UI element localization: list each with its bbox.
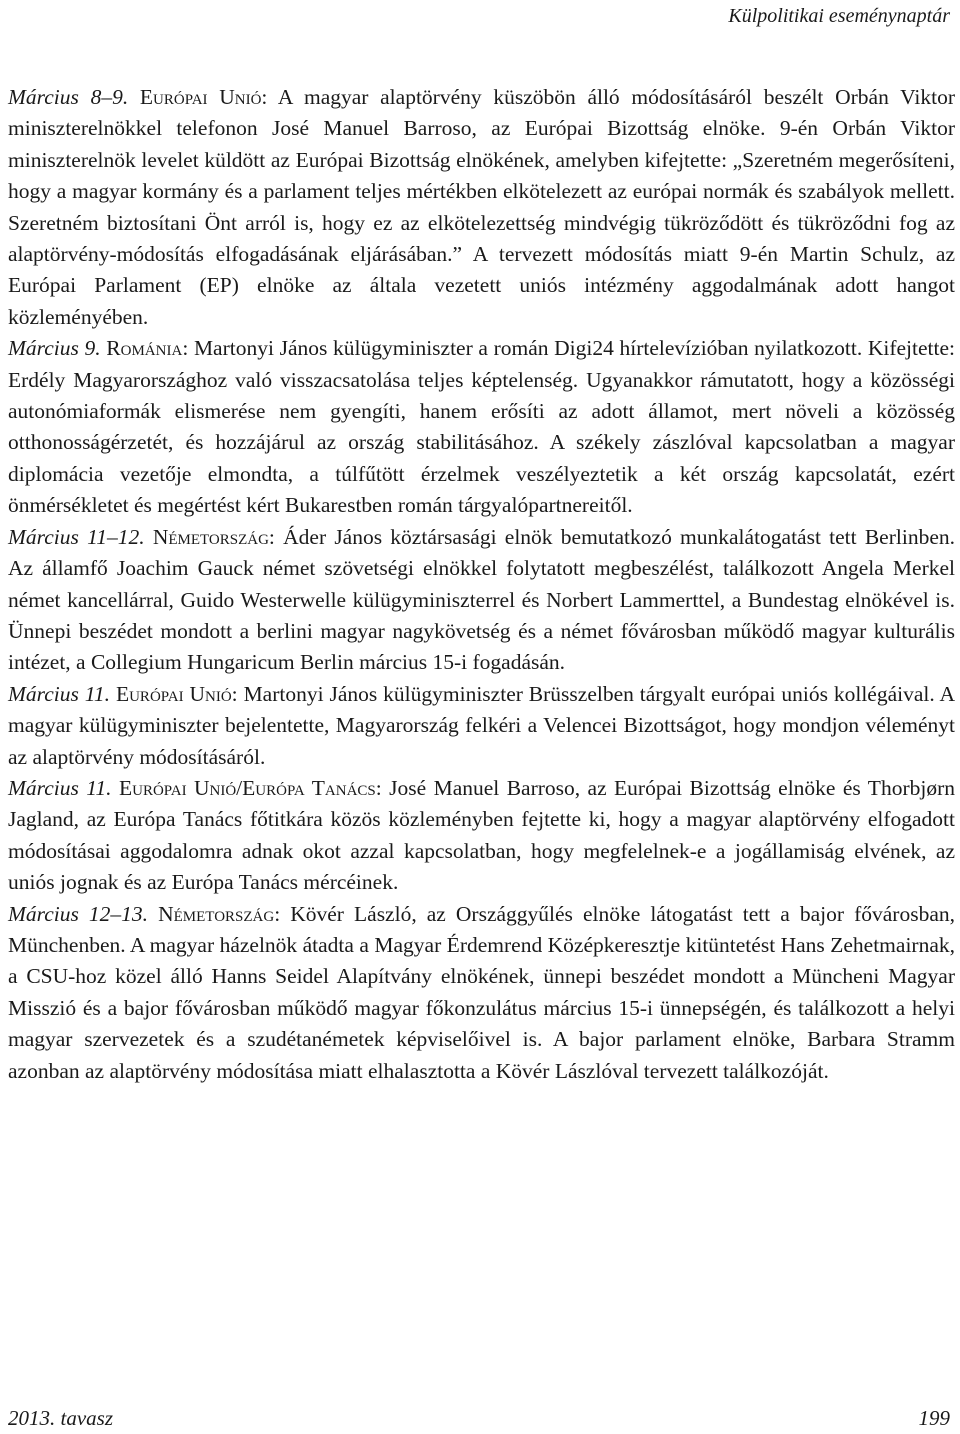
entry-text: Áder János köztársasági elnök bemutatkozó munkalátogatást tett Berlinben. Az államfő Joachim Gauck német szövetségi elnökkel folytatott megbeszélést, találkozott Angela Merkel német kancellárral, Guido Westerwelle külügyminiszterrel és Norbert Lammerttel, a Bundestag elnökével is. Ünnepi beszédet mondott a berlini magyar nagykövetség és a német fővárosban működő magyar kulturális intézet, a Collegium Hungaricum Berlin március 15-i fogadásán. [8,524,955,675]
entry-country: Németország [158,901,275,926]
entry: Március 11–12. Németország: Áder János köztársasági elnök bemutatkozó munkalátogatást tett Berlinben. Az államfő Joachim Gauck német szövetségi elnökkel folytatott megbeszélést, találkozott Angela Merkel német kancellárral, Guido Westerwelle külügyminiszterrel és Norbert Lammerttel, a Bundestag elnökével is. Ünnepi beszédet mondott a berlini magyar nagykövetség és a német fővárosban működő magyar kulturális intézet, a Collegium Hungaricum Berlin március 15-i fogadásán. [8,524,955,675]
entry-text: José Manuel Barroso, az Európai Bizottság elnöke és Thorbjørn Jagland, az Európa Tanács főtitkára közös közleményben fejtette ki, hogy a magyar alaptörvény elfogadott módosításai aggodalomra adnak okot azzal kapcsolatban, hogy megfelelnek-e a jogállamiság elvének, az uniós jognak és az Európa Tanács mércéinek. [8,775,955,895]
entry: Március 11. Európai Unió: Martonyi János külügyminiszter Brüsszelben tárgyalt európai uniós kollégáival. A magyar külügyminiszter bejelentette, Magyarország felkéri a Velencei Bizottságot, hogy mondjon véleményt az alaptörvény módosításáról. [8,681,955,769]
entry-country: Európai Unió/Európa Tanács [118,775,376,800]
entry-text: Martonyi János külügyminiszter Brüsszelben tárgyalt európai uniós kollégáival. A magyar külügyminiszter bejelentette, Magyarország felkéri a Velencei Bizottságot, hogy mondjon véleményt az alaptörvény módosításáról. [8,681,955,769]
entry-text: Kövér László, az Országgyűlés elnöke látogatást tett a bajor fővárosban, Münchenben. A magyar házelnök átadta a Magyar Érdemrend Középkeresztje kitüntetést Hans Zehetmairnak, a CSU-hoz közel álló Hanns Seidel Alapítvány elnökének, ünnepi beszédet mondott a Müncheni Magyar Misszió és a bajor fővárosban működő magyar főkonzulátus március 15-i ünnepségén, és találkozott a helyi magyar szervezetek és a szudétanémetek képviselőivel is. A bajor parlament elnöke, Barbara Stramm azonban az alaptörvény módosítása miatt elhalasztotta a Kövér Lászlóval tervezett találkozóját. [8,901,955,1083]
entry-date: Március 11. [8,775,112,800]
entry: Március 9. Románia: Martonyi János külügyminiszter a román Digi24 hírtelevízióban nyilatkozott. Kifejtette: Erdély Magyarországhoz való visszacsatolása teljes képtelenség. Ugyanakkor rámutatott, hogy a közösségi autonómiaformák elismerése nem gyengíti, hanem erősíti az adott államot, mert növeli a közösség otthonosságérzetét, és hozzájárul az ország stabilitásához. A székely zászlóval kapcsolatban a magyar diplomácia vezetője elmondta, a túlfűtött érzelmek veszélyeztetik a két ország kapcsolatát, ezért önmérsékletet és megértést kért Bukarestben román tárgyalópartnereitől. [8,336,955,518]
entry-text: Martonyi János külügyminiszter a román Digi24 hírtelevízióban nyilatkozott. Kifejtette: Erdély Magyarországhoz való visszacsatolása teljes képtelenség. Ugyanakkor rámutatott, hogy a közösségi autonómiaformák elismerése nem gyengíti, hanem erősíti az adott államot, mert növeli a közösség otthonosságérzetét, és hozzájárul az ország stabilitásához. A székely zászlóval kapcsolatban a magyar diplomácia vezetője elmondta, a túlfűtött érzelmek veszélyeztetik a két ország kapcsolatát, ezért önmérsékletet és megértést kért Bukarestben román tárgyalópartnereitől. [8,336,955,518]
entry-date: Március 9. [8,336,101,361]
calendar-entries [8,82,955,1087]
entry: Március 12–13. Németország: Kövér László, az Országgyűlés elnöke látogatást tett a bajor fővárosban, Münchenben. A magyar házelnök átadta a Magyar Érdemrend Középkeresztje kitüntetést Hans Zehetmairnak, a CSU-hoz közel álló Hanns Seidel Alapítvány elnökének, ünnepi beszédet mondott a Müncheni Magyar Misszió és a bajor fővárosban működő magyar főkonzulátus március 15-i ünnepségén, és találkozott a helyi magyar szervezetek és a szudétanémetek képviselőivel is. A bajor parlament elnöke, Barbara Stramm azonban az alaptörvény módosítása miatt elhalasztotta a Kövér Lászlóval tervezett találkozóját. [8,901,955,1083]
entry-country: Németország [152,524,269,549]
running-head: Külpolitikai eseménynaptár [728,5,950,27]
footer-issue: 2013. tavasz [8,1406,113,1430]
entry: Március 8–9. Európai Unió: A magyar alaptörvény küszöbön álló módosításáról beszélt Orbán Viktor miniszterelnökkel telefonon José Manuel Barroso, az Európai Bizottság elnöke. 9-én Orbán Viktor miniszterelnök levelet küldött az Európai Bizottság elnökének, amelyben kifejtette: „Szeretném megerősíteni, hogy a magyar kormány és a parlament teljes mértékben elkötelezett az európai normák és szabályok mellett. Szeretném biztosítani Önt arról is, hogy ez az elkötelezettség mindvégig tükröződött és tükröződni fog az alaptörvény-módosítás elfogadásának eljárásában.” A tervezett módosítás miatt 9-én Martin Schulz, az Európai Parlament (EP) elnöke az általa vezetett uniós intézmény aggodalmának adott hangot közleményében. [8,85,955,329]
entry-text: A magyar alaptörvény küszöbön álló módosításáról beszélt Orbán Viktor miniszterelnökkel telefonon José Manuel Barroso, az Európai Bizottság elnöke. 9-én Orbán Viktor miniszterelnök levelet küldött az Európai Bizottság elnökének, amelyben kifejtette: „Szeretném megerősíteni, hogy a magyar kormány és a parlament teljes mértékben elkötelezett az európai normák és szabályok mellett. Szeretném biztosítani Önt arról is, hogy ez az elkötelezettség mindvégig tükröződött és tükröződni fog az alaptörvény-módosítás elfogadásának eljárásában.” A tervezett módosítás miatt 9-én Martin Schulz, az Európai Parlament (EP) elnöke az általa vezetett uniós intézmény aggodalmának adott hangot közleményében. [8,85,955,329]
entry-date: Március 12–13. [8,901,149,926]
entry-date: Március 11–12. [8,524,145,549]
page-number: 199 [918,1406,950,1430]
entry: Március 11. Európai Unió/Európa Tanács: José Manuel Barroso, az Európai Bizottság elnöke és Thorbjørn Jagland, az Európa Tanács főtitkára közös közleményben fejtette ki, hogy a magyar alaptörvény elfogadott módosításai aggodalomra adnak okot azzal kapcsolatban, hogy megfelelnek-e a jogállamiság elvének, az uniós jognak és az Európa Tanács mércéinek. [8,775,955,895]
entry-country: Európai Unió [139,85,262,109]
entry-country: Európai Unió [115,681,232,706]
entry-country: Románia [106,336,183,361]
entry-date: Március 11. [8,681,111,706]
entry-date: Március 8–9. [8,85,129,109]
